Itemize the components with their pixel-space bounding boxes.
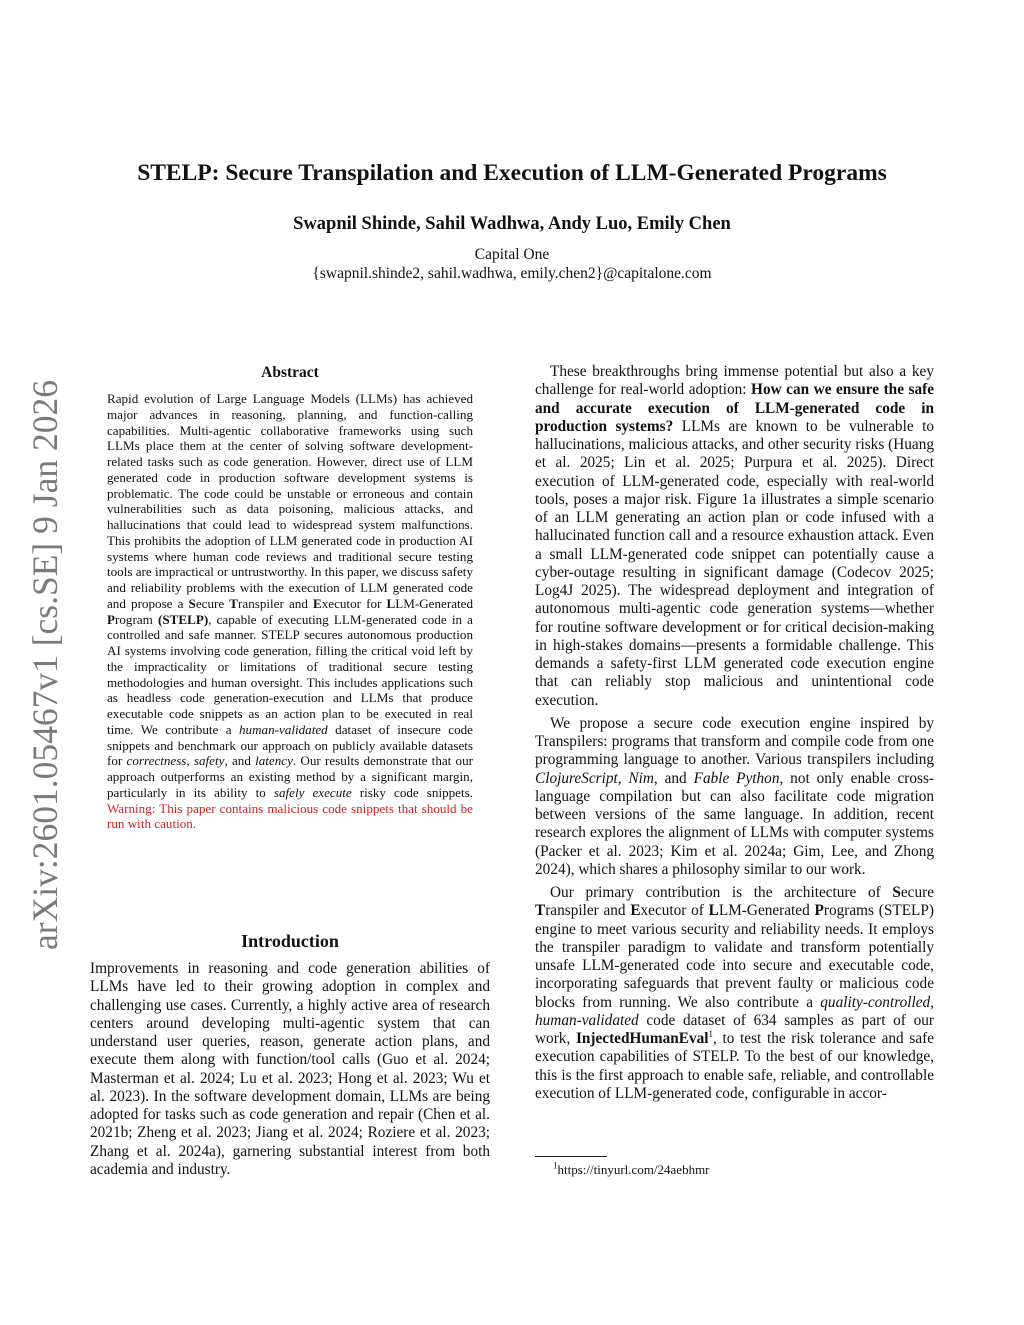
introduction-heading: Introduction [241,931,339,951]
introduction-paragraph: Improvements in reasoning and code generation abilities of LLMs have led to their growing adoption in complex and challenging use cases. Currently, a highly active area of research centers around developing multi-agentic system that can understand user queries, reason, generate action plans, and execute them along with function/tool calls (Guo et al. 2024; Masterman et al. 2024; Lu et al. 2023; Hong et al. 2023; Wu et al. 2023). In the software development domain, LLMs are being adopted for tasks such as code generation and repair (Chen et al. 2021b; Zheng et al. 2023; Jiang et al. 2024; Roziere et al. 2023; Zhang et al. 2024a), garnering substantial interest from both academia and industry. [90,960,490,1178]
author-emails: {swapnil.shinde2, sahil.wadhwa, emily.chen2}@capitalone.com [312,265,712,282]
footnote-rule [535,1156,607,1157]
arxiv-watermark [12,380,78,950]
paragraph-transpilers: We propose a secure code execution engine inspired by Transpilers: programs that transform and compile code from one programming language to another. Various transpilers including ClojureScript, Nim, and Fable Python, not only enable cross-language compilation but can also facilitate code migration between versions of the same language. In addition, recent research explores the alignment of LLMs with computer systems (Packer et al. 2023; Kim et al. 2024a; Gim, Lee, and Zhong 2024), which shares a philosophy similar to our work. [535,714,934,878]
paragraph-challenge: These breakthroughs bring immense potential but also a key challenge for real-world adoption: How can we ensure the safe and accurate execution of LLM-generated code in production systems? LLMs are known to be vulnerable to hallucinations, malicious attacks, and other security risks (Huang et al. 2025; Lin et al. 2025; Purpura et al. 2025). Direct execution of LLM-generated code, especially with real-world tools, poses a major risk. Figure 1a illustrates a simple scenario of an LLM generating an action plan or code infused with a hallucinated function call and a resource exhaustion attack. Even a small LLM-generated code snippet can potentially cause a cyber-outage resulting in significant damage (Codecov 2025; Log4J 2025). The widespread deployment and integration of autonomous multi-agentic code generation systems—whether for routine software development or for critical decision-making in high-stakes domains—presents a formidable challenge. This demands a safety-first LLM generated code execution engine that can reliably stop malicious and unintentional code execution. [535,363,934,709]
abstract-text: Rapid evolution of Large Language Models (LLMs) has achieved major advances in reasoning, planning, and function-calling capabilities. Multi-agentic collaborative frameworks using such LLMs place them at the center of solving software development-related tasks such as code generation. However, direct use of LLM generated code in production software development systems is problematic. The code could be unstable or erroneous and contain vulnerabilities such as data poisoning, malicious attacks, and hallucinations that could lead to widespread system malfunctions. This prohibits the adoption of LLM generated code in production AI systems where human code reviews and traditional secure testing tools are impractical or untrustworthy. In this paper, we discuss safety and reliability problems with the execution of LLM generated code and propose a Secure Transpiler and Executor for LLM-Generated Program (STELP), capable of executing LLM-generated code in a controlled and safe manner. STELP secures autonomous production AI systems involving code generation, filling the critical void left by the impracticality or limitations of traditional secure testing methodologies and human oversight. This includes applications such as headless code generation-execution and LLMs that produce executable code snippets as an action plan to be executed in real time. We contribute a human-validated dataset of insecure code snippets and benchmark our approach on publicly available datasets for correctness, safety, and latency. Our results demonstrate that our approach outperforms an existing method by a significant margin, particularly in its ability to safely execute risky code snippets. Warning: This paper contains malicious code snippets that should be run with caution. [107,391,474,832]
paragraph-contribution: Our primary contribution is the architecture of Secure Transpiler and Executor of LLM-Generated Programs (STELP) engine to meet various security and reliability needs. It employs the transpiler paradigm to validate and transform potentially unsafe LLM-generated code into secure and executable code, incorporating safeguards that prevent faulty or malicious code blocks from running. We also contribute a quality-controlled, human-validated code dataset of 634 samples as part of our work, InjectedHumanEval$^1$, to test the risk tolerance and safe execution capabilities of STELP. To the best of our knowledge, this is the first approach to enable safe, reliable, and controllable execution of LLM-generated code, configurable in accor- [535,884,934,1102]
right-column [535,363,934,1108]
warning-text: Warning: This paper contains malicious code snippets that should be run with caution. [107,800,473,832]
footnote-link[interactable]: https://tinyurl.com/24aebhmr [557,1162,710,1177]
arxiv-id: arXiv:2601.05467v1 [cs.SE] 9 Jan 2026 [25,380,65,950]
footnote: $^1$https://tinyurl.com/24aebhmr [553,1160,710,1177]
authors: Swapnil Shinde, Sahil Wadhwa, Andy Luo, Emily Chen [293,214,731,234]
affiliation: Capital One [474,246,550,263]
paper-title: STELP: Secure Transpilation and Execution of LLM-Generated Programs [137,160,887,186]
abstract-heading: Abstract [261,364,319,381]
